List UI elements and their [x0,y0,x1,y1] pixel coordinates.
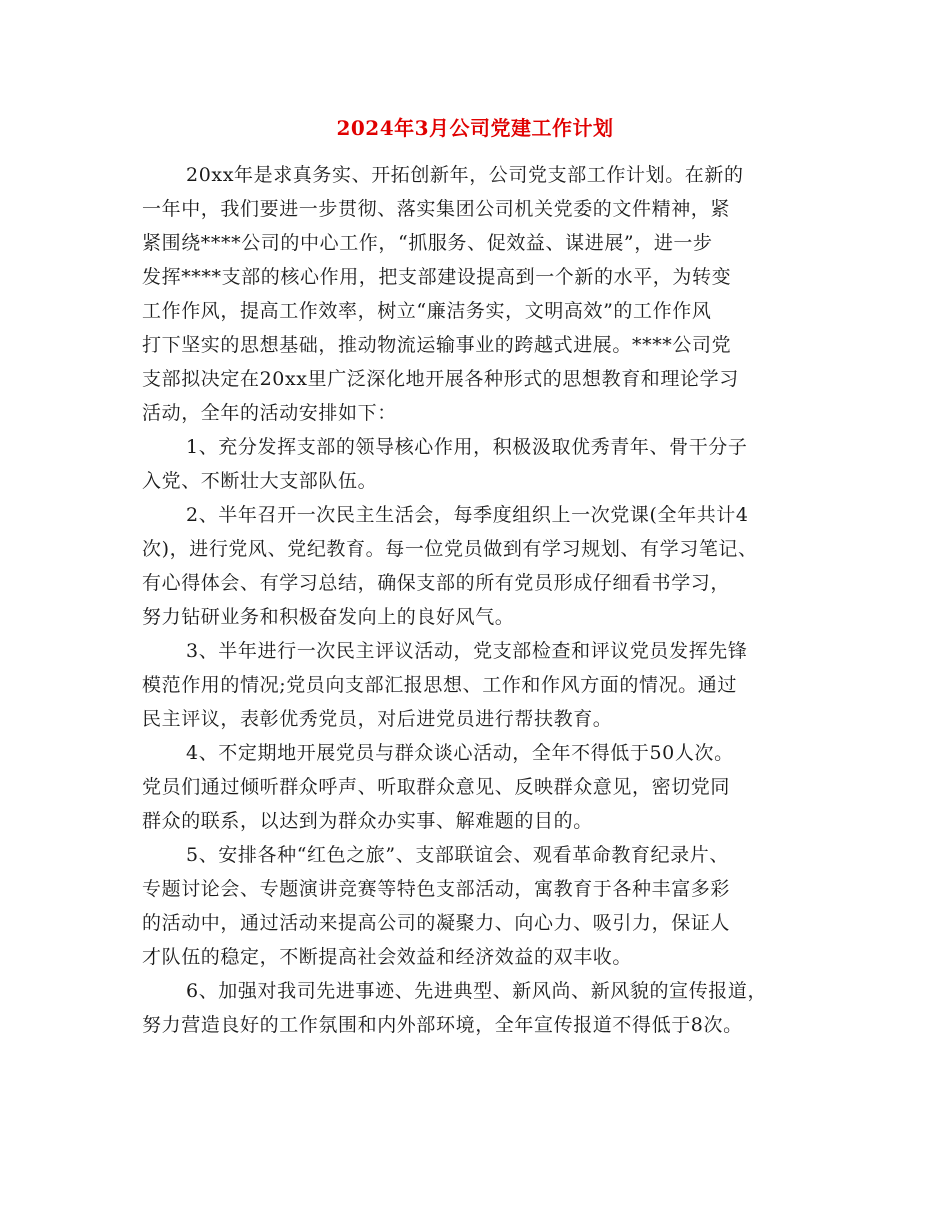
paragraph-line: 发挥****支部的核心作用，把支部建设提高到一个新的水平，为转变 [142,266,732,288]
paragraph-line: 民主评议，表彰优秀党员，对后进党员进行帮扶教育。 [142,708,613,730]
paragraph-line: 活动，全年的活动安排如下： [142,402,397,424]
paragraph-line: 的活动中，通过活动来提高公司的凝聚力、向心力、吸引力，保证人 [142,912,731,934]
paragraph-line: 党员们通过倾听群众呼声、听取群众意见、反映群众意见，密切党同 [142,776,731,798]
paragraph-line: 工作作风，提高工作效率，树立“廉洁务实，文明高效”的工作作风 [142,300,712,322]
paragraph-line: 紧围绕****公司的中心工作，“抓服务、促效益、谋进展”，进一步 [142,232,713,254]
paragraph-line: 有心得体会、有学习总结，确保支部的所有党员形成仔细看书学习， [142,572,731,594]
paragraph-line: 支部拟决定在20xx里广泛深化地开展各种形式的思想教育和理论学习 [142,368,739,390]
paragraph-line: 努力钻研业务和积极奋发向上的良好风气。 [142,606,515,628]
document-body [142,158,822,1042]
paragraph-first-line: 6、加强对我司先进事迹、先进典型、新风尚、新风貌的宣传报道， [186,980,768,1002]
paragraph-line: 才队伍的稳定，不断提高社会效益和经济效益的双丰收。 [142,946,633,968]
paragraph-line: 专题讨论会、专题演讲竞赛等特色支部活动，寓教育于各种丰富多彩 [142,878,731,900]
paragraph-first-line: 1、充分发挥支部的领导核心作用，积极汲取优秀青年、骨干分子 [186,436,748,458]
paragraph-first-line: 3、半年进行一次民主评议活动，党支部检查和评议党员发挥先锋 [186,640,748,662]
paragraph-line: 次)，进行党风、党纪教育。每一位党员做到有学习规划、有学习笔记、 [142,538,758,560]
paragraph-line: 入党、不断壮大支部队伍。 [142,470,378,492]
paragraph-first-line: 20xx年是求真务实、开拓创新年，公司党支部工作计划。在新的 [186,164,744,186]
paragraph-line: 努力营造良好的工作氛围和内外部环境，全年宣传报道不得低于8次。 [142,1014,743,1036]
paragraph-first-line: 2、半年召开一次民主生活会，每季度组织上一次党课(全年共计4 [186,504,749,526]
paragraph-first-line: 4、不定期地开展党员与群众谈心活动，全年不得低于50人次。 [186,742,734,764]
paragraph-line: 打下坚实的思想基础，推动物流运输事业的跨越式进展。****公司党 [142,334,732,356]
paragraph-line: 一年中，我们要进一步贯彻、落实集团公司机关党委的文件精神，紧 [142,198,731,220]
paragraph-line: 群众的联系，以达到为群众办实事、解难题的目的。 [142,810,593,832]
paragraph-line: 模范作用的情况;党员向支部汇报思想、工作和作风方面的情况。通过 [142,674,738,696]
paragraph-first-line: 5、安排各种“红色之旅”、支部联谊会、观看革命教育纪录片、 [186,844,729,866]
document-title: 2024年3月公司党建工作计划 [336,116,614,140]
